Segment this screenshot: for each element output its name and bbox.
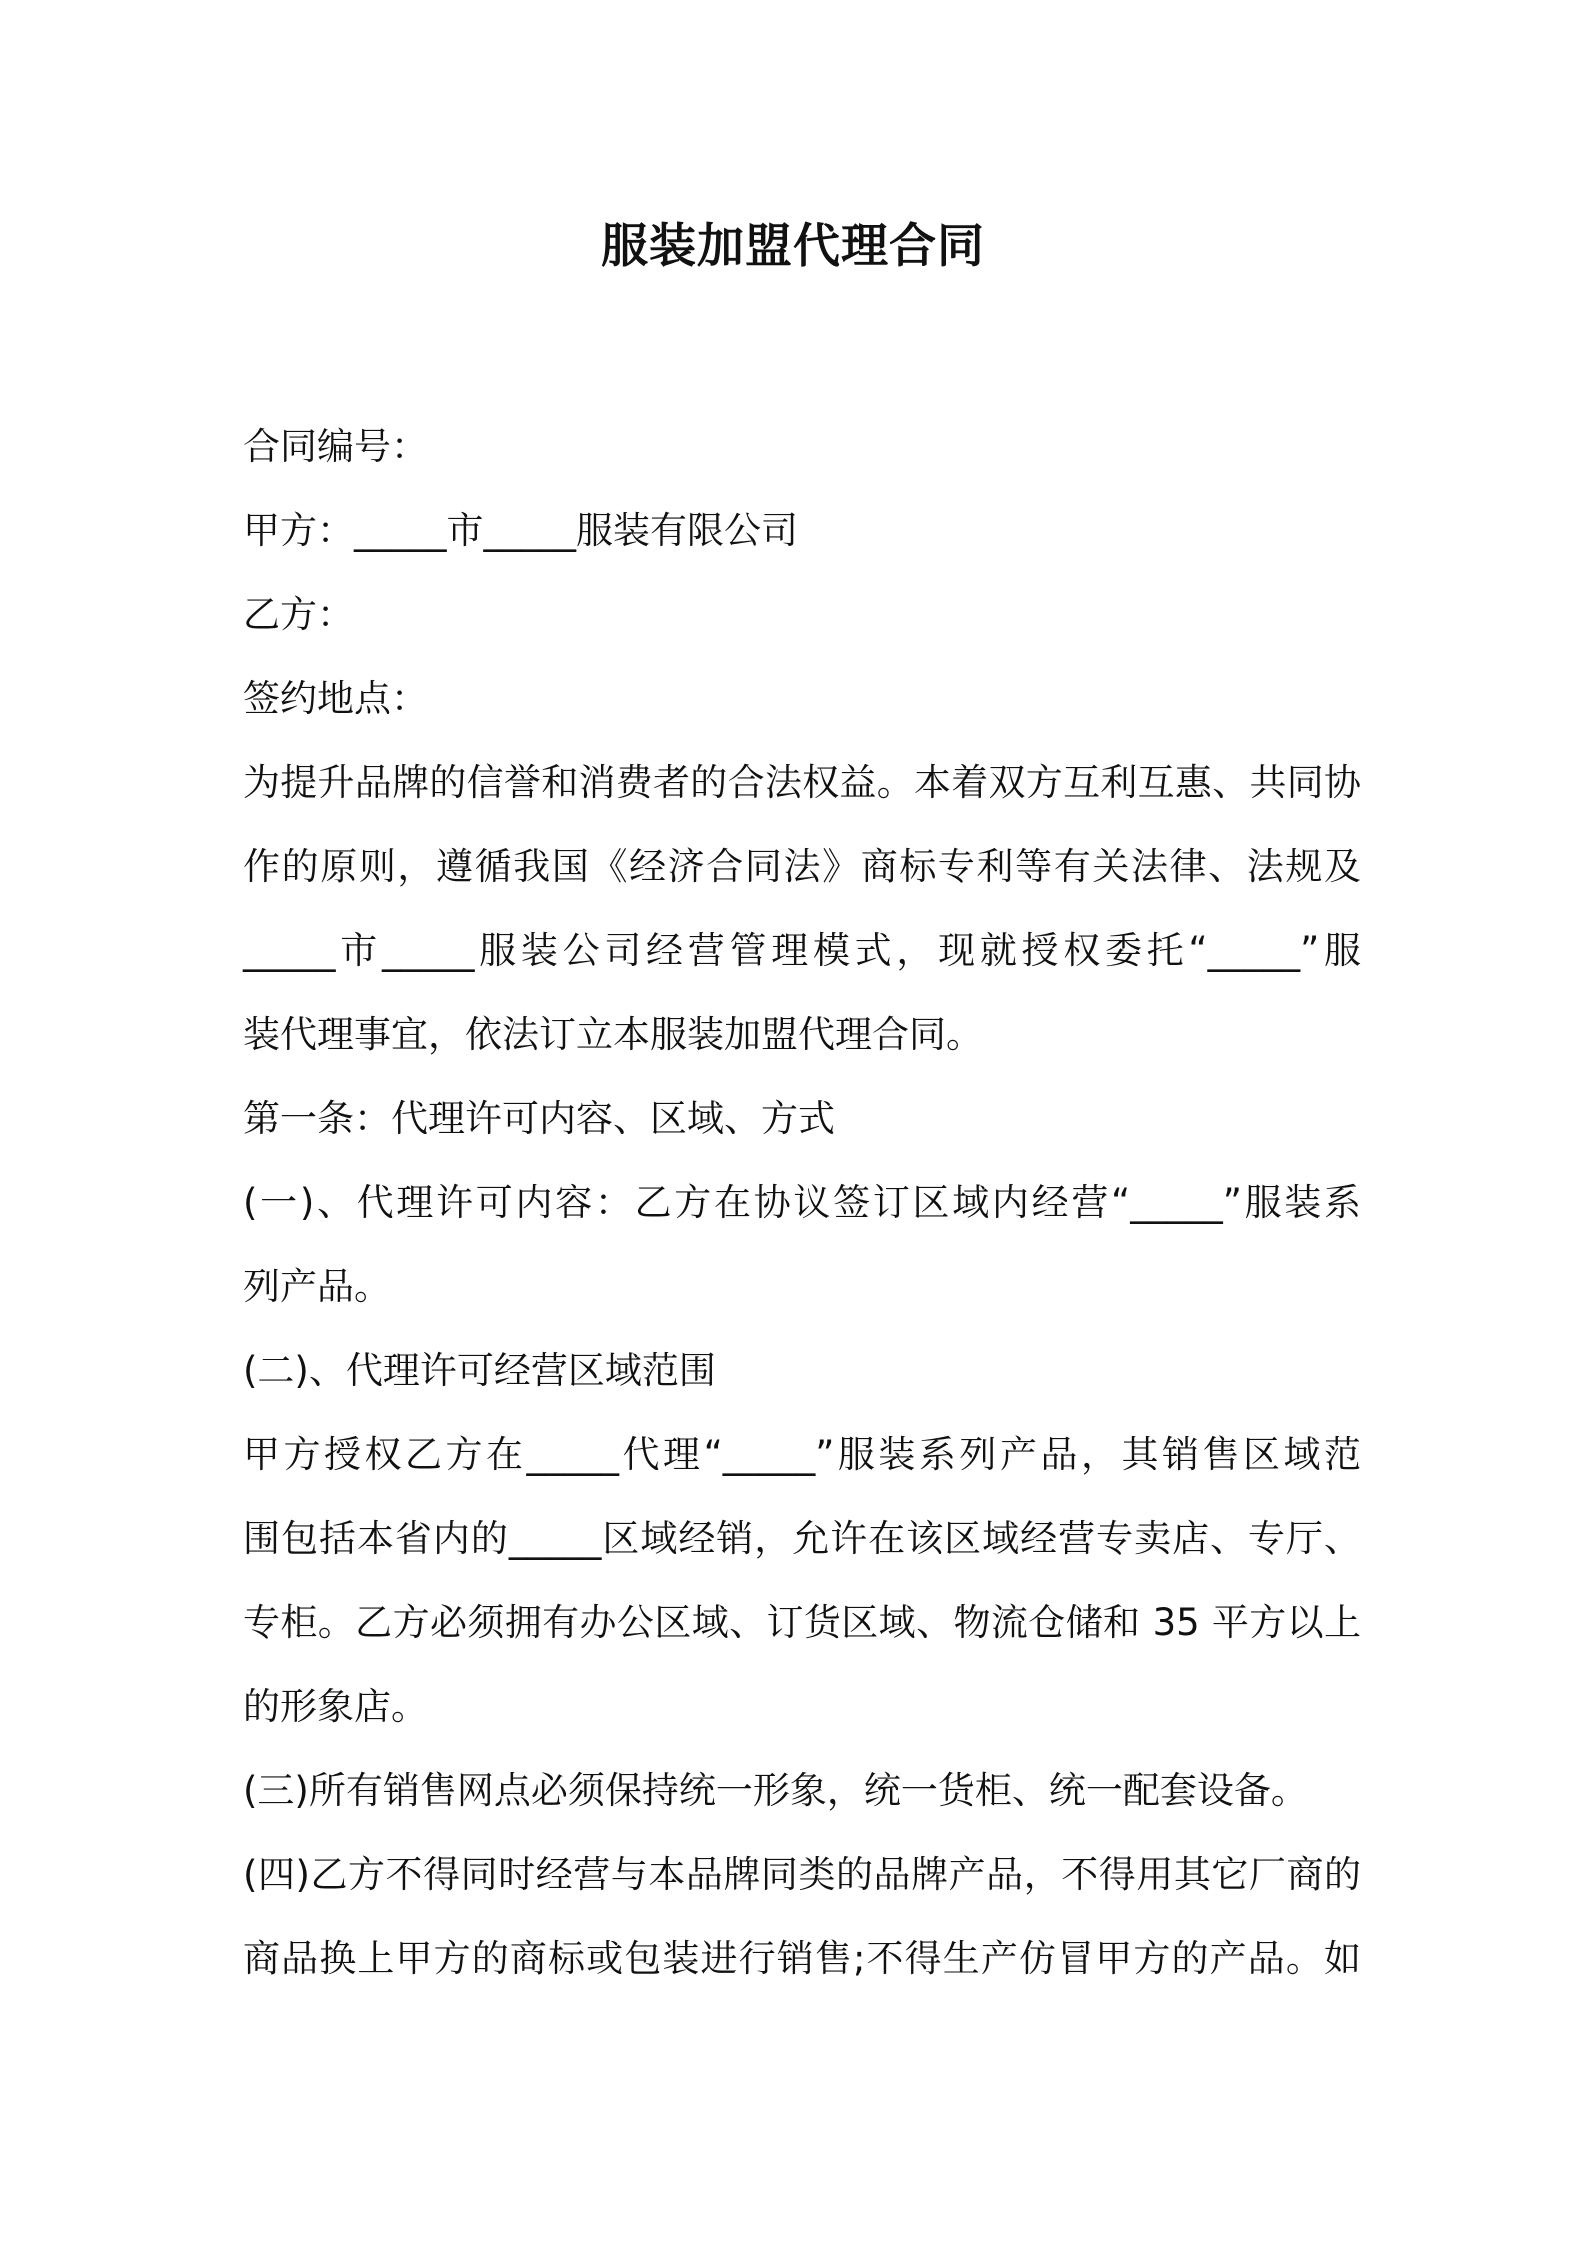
clause-line: 围包括本省内的_____区域经销，允许在该区域经营专卖店、专厅、 xyxy=(243,1517,1361,1560)
document-body xyxy=(243,405,1361,2001)
article-one-heading: 第一条：代理许可内容、区域、方式 xyxy=(243,1097,835,1140)
party-a-line: 甲方：_____市_____服装有限公司 xyxy=(243,509,798,552)
clause-line: 甲方授权乙方在_____代理“_____”服装系列产品，其销售区域范 xyxy=(243,1433,1361,1476)
clause-line: 商品换上甲方的商标或包装进行销售;不得生产仿冒甲方的产品。如 xyxy=(243,1937,1361,1980)
party-b-line: 乙方： xyxy=(243,593,354,636)
preamble-line: 装代理事宜，依法订立本服装加盟代理合同。 xyxy=(243,1013,983,1056)
clause-line: (三)所有销售网点必须保持统一形象，统一货柜、统一配套设备。 xyxy=(243,1769,1308,1812)
clause-line: 专柜。乙方必须拥有办公区域、订货区域、物流仓储和 35 平方以上 xyxy=(243,1601,1361,1644)
clause-line: 的形象店。 xyxy=(243,1685,428,1728)
clause-line: (四)乙方不得同时经营与本品牌同类的品牌产品，不得用其它厂商的 xyxy=(243,1853,1361,1896)
preamble-line: _____市_____服装公司经营管理模式，现就授权委托“_____”服 xyxy=(243,929,1361,972)
contract-number-line: 合同编号： xyxy=(243,425,428,468)
preamble-line: 为提升品牌的信誉和消费者的合法权益。本着双方互利互惠、共同协 xyxy=(243,761,1361,804)
clause-heading: (二)、代理许可经营区域范围 xyxy=(243,1349,716,1392)
preamble-line: 作的原则，遵循我国《经济合同法》商标专利等有关法律、法规及 xyxy=(243,845,1361,888)
clause-line: (一)、代理许可内容：乙方在协议签订区域内经营“_____”服装系 xyxy=(243,1181,1361,1224)
document-title: 服装加盟代理合同 xyxy=(601,219,985,274)
clause-line: 列产品。 xyxy=(243,1265,391,1308)
signing-place-line: 签约地点： xyxy=(243,677,428,720)
